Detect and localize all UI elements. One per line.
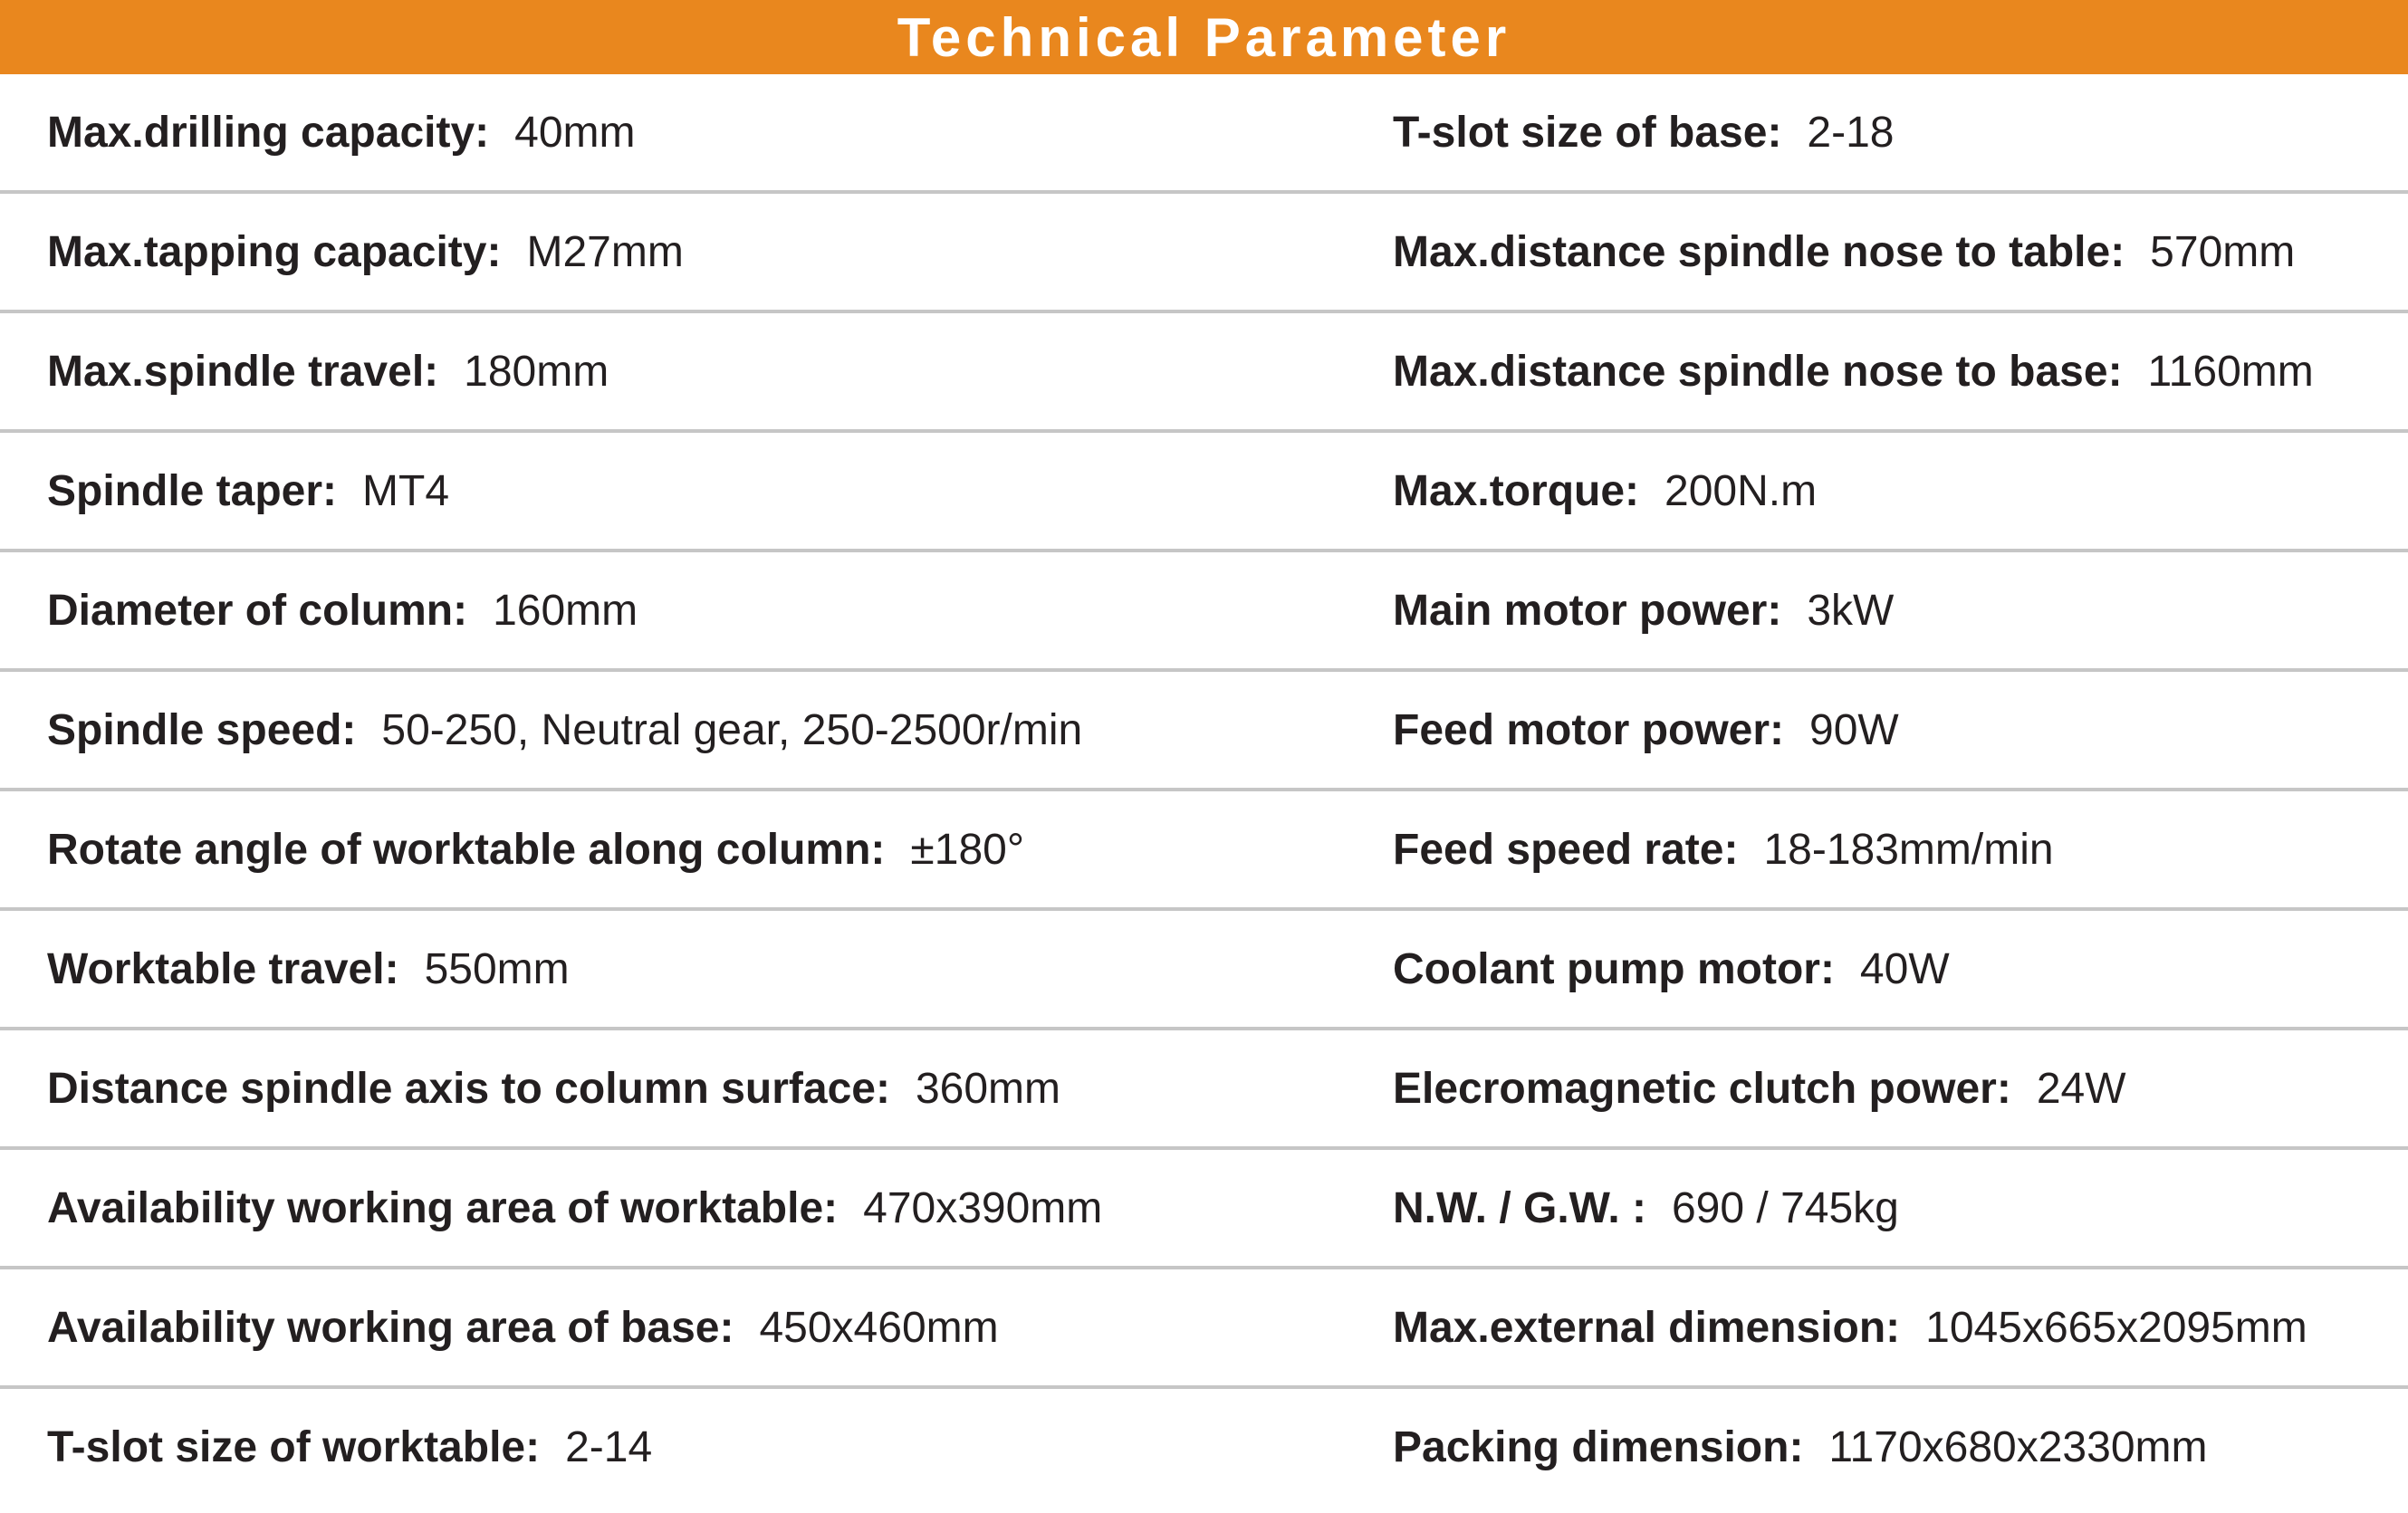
parameter-label: Packing dimension: (1393, 1422, 1804, 1471)
parameter-value: 2-14 (565, 1422, 653, 1471)
parameter-label: Spindle taper: (47, 466, 338, 515)
parameter-label: Coolant pump motor: (1393, 944, 1835, 993)
parameter-value: 40W (1859, 944, 1950, 993)
parameter-label: Availability working area of worktable: (47, 1183, 839, 1232)
parameter-left (47, 791, 1024, 907)
parameter-label: Worktable travel: (47, 944, 399, 993)
table-row (0, 1030, 2408, 1150)
parameter-value: ±180° (910, 825, 1025, 874)
parameter-left (47, 1269, 999, 1385)
parameter-left (47, 313, 609, 429)
table-row (0, 911, 2408, 1030)
parameter-value: MT4 (362, 466, 450, 515)
parameter-value: 570mm (2150, 227, 2296, 276)
parameter-value: M27mm (526, 227, 684, 276)
parameter-right (1393, 194, 2295, 310)
parameter-value: 450x460mm (759, 1303, 999, 1352)
parameter-right (1393, 552, 1894, 668)
parameter-right (1393, 433, 1817, 549)
parameter-value: 550mm (424, 944, 570, 993)
parameter-label: Max.drilling capacity: (47, 108, 490, 157)
parameter-label: Feed speed rate: (1393, 825, 1739, 874)
parameter-label: Max.tapping capacity: (47, 227, 502, 276)
parameter-label: Feed motor power: (1393, 705, 1785, 754)
parameter-label: Distance spindle axis to column surface: (47, 1064, 890, 1113)
table-row (0, 672, 2408, 791)
table-row (0, 433, 2408, 552)
parameter-value: 200N.m (1664, 466, 1818, 515)
parameter-label: Rotate angle of worktable along column: (47, 825, 886, 874)
parameter-right (1393, 1150, 1899, 1266)
parameter-left (47, 672, 1082, 788)
parameter-left (47, 1030, 1060, 1146)
table-row (0, 194, 2408, 313)
table-row (0, 1389, 2408, 1508)
parameter-label: Main motor power: (1393, 586, 1782, 635)
parameter-left (47, 911, 570, 1027)
parameter-label: T-slot size of base: (1393, 108, 1782, 157)
parameter-value: 360mm (915, 1064, 1060, 1113)
parameter-left (47, 74, 636, 190)
parameter-label: Spindle speed: (47, 705, 357, 754)
parameter-left (47, 433, 449, 549)
parameter-right (1393, 1389, 2207, 1505)
parameter-left (47, 552, 638, 668)
parameter-left (47, 194, 684, 310)
header-banner (0, 0, 2408, 74)
parameter-value: 1045x665x2095mm (1925, 1303, 2307, 1352)
parameter-label: Max.torque: (1393, 466, 1640, 515)
parameter-right (1393, 1030, 2126, 1146)
parameter-label: Max.distance spindle nose to table: (1393, 227, 2125, 276)
parameter-value: 18-183mm/min (1763, 825, 2054, 874)
parameter-right (1393, 672, 1899, 788)
parameter-right (1393, 74, 1895, 190)
parameter-value: 2-18 (1807, 108, 1895, 157)
parameter-right (1393, 313, 2314, 429)
parameter-label: Diameter of column: (47, 586, 468, 635)
parameter-right (1393, 791, 2054, 907)
parameter-label: Max.spindle travel: (47, 347, 439, 396)
table-row (0, 1269, 2408, 1389)
parameter-left (47, 1389, 652, 1505)
parameter-right (1393, 911, 1950, 1027)
parameter-label: Elecromagnetic clutch power: (1393, 1064, 2011, 1113)
parameter-value: 3kW (1807, 586, 1895, 635)
page-title: Technical Parameter (897, 7, 1511, 68)
parameter-right (1393, 1269, 2307, 1385)
parameter-value: 470x390mm (863, 1183, 1103, 1232)
parameter-label: Availability working area of base: (47, 1303, 734, 1352)
parameter-value: 40mm (514, 108, 636, 157)
parameter-label: Max.external dimension: (1393, 1303, 1901, 1352)
parameter-value: 24W (2036, 1064, 2126, 1113)
parameter-value: 160mm (493, 586, 638, 635)
table-row (0, 74, 2408, 194)
parameter-value: 50-250, Neutral gear, 250-2500r/min (381, 705, 1083, 754)
parameter-left (47, 1150, 1102, 1266)
parameter-table (0, 74, 2408, 1508)
table-row (0, 313, 2408, 433)
parameter-value: 1170x680x2330mm (1828, 1422, 2208, 1471)
parameter-value: 90W (1809, 705, 1899, 754)
table-row (0, 1150, 2408, 1269)
parameter-label: N.W. / G.W. : (1393, 1183, 1646, 1232)
parameter-value: 1160mm (2147, 347, 2314, 396)
table-row (0, 791, 2408, 911)
table-row (0, 552, 2408, 672)
parameter-value: 180mm (464, 347, 609, 396)
parameter-label: T-slot size of worktable: (47, 1422, 541, 1471)
parameter-value: 690 / 745kg (1671, 1183, 1899, 1232)
parameter-label: Max.distance spindle nose to base: (1393, 347, 2123, 396)
